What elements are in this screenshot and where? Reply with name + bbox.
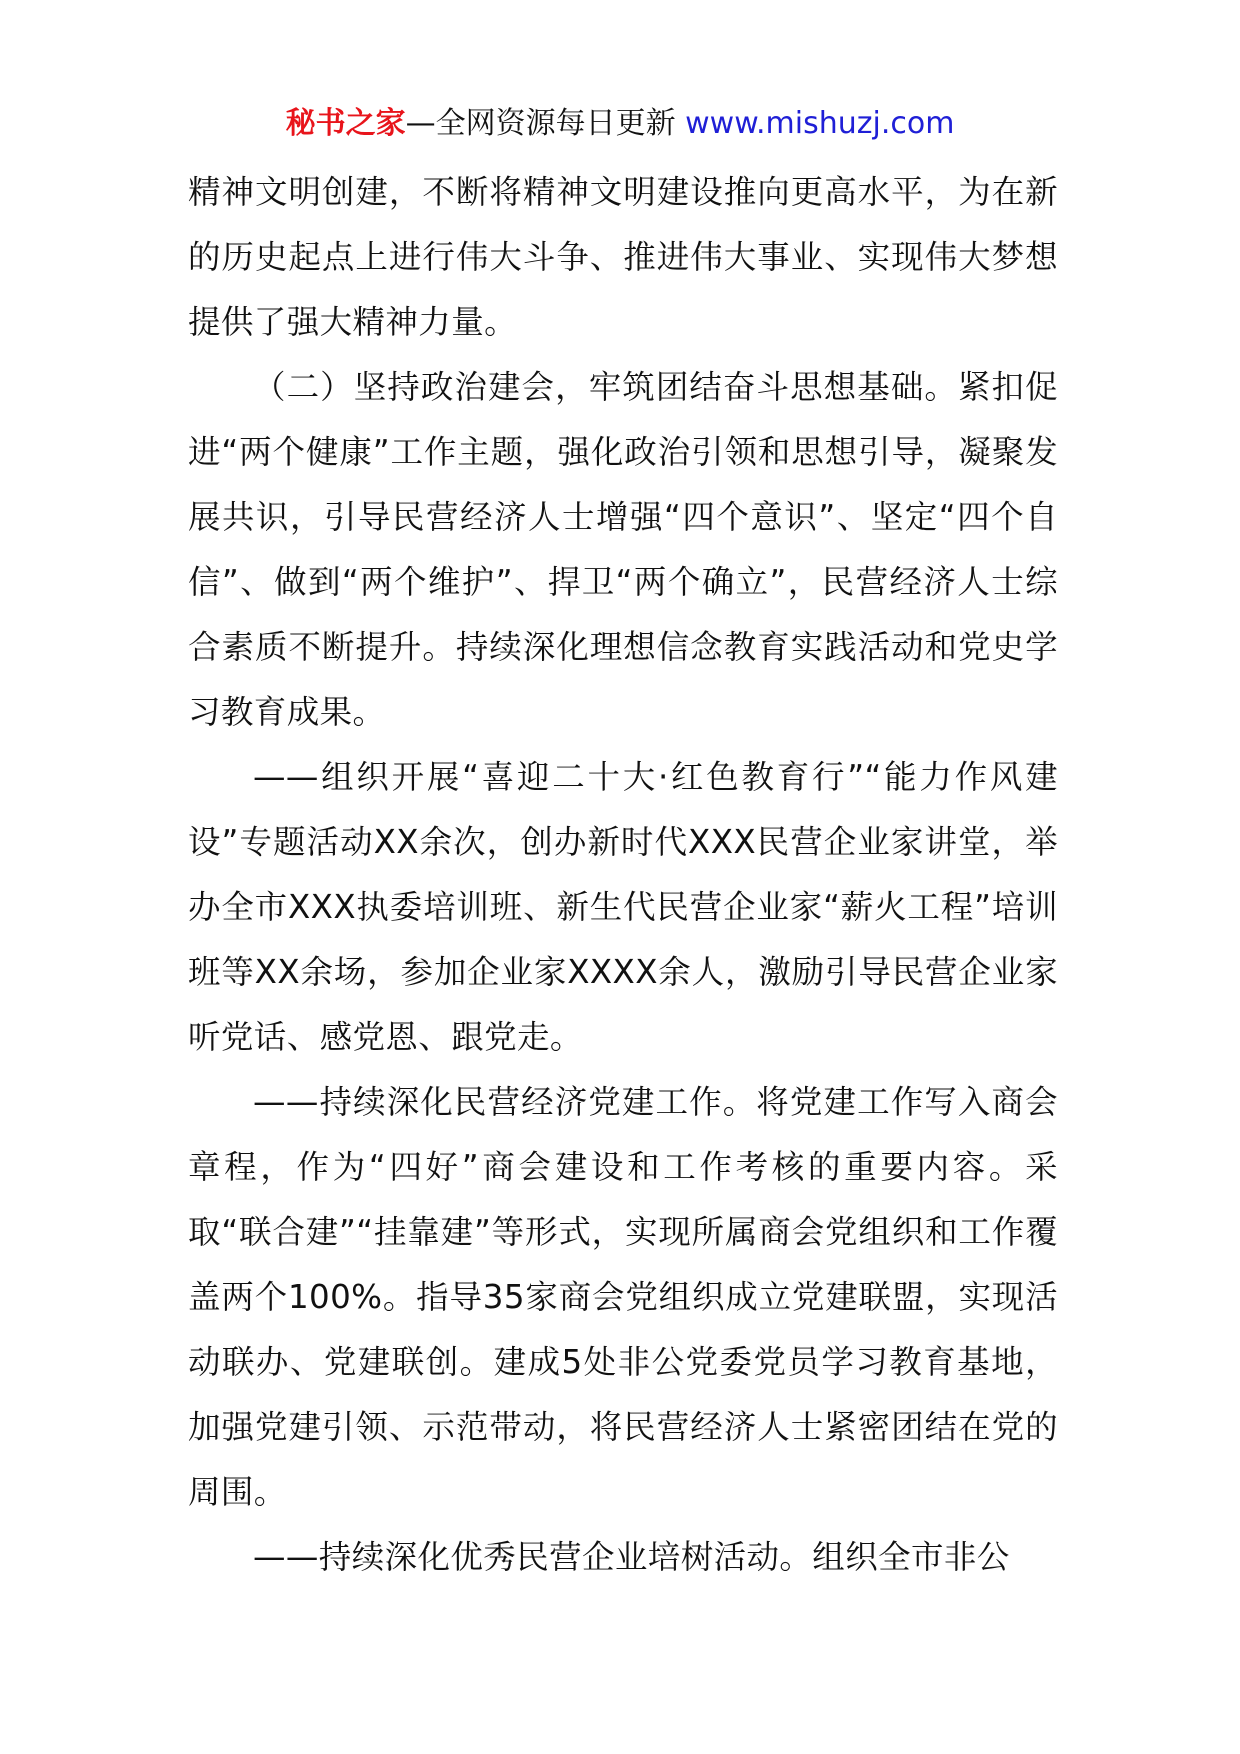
site-header (0, 102, 1240, 146)
brand-name: 秘书之家 (285, 106, 406, 141)
document-body (188, 160, 1058, 1590)
paragraph-continuation: 精神文明创建，不断将精神文明建设推向更高水平，为在新的历史起点上进行伟大斗争、推进伟大事业、实现伟大梦想提供了强大精神力量。 (188, 173, 1058, 341)
paragraph-enterprise-cultivation: ——持续深化优秀民营企业培树活动。组织全市非公 (253, 1538, 1010, 1576)
site-url-link[interactable]: www.mishuzj.com (685, 106, 955, 141)
header-tagline: —全网资源每日更新 (405, 106, 676, 141)
paragraph-section-two: （二）坚持政治建会，牢筑团结奋斗思想基础。紧扣促进“两个健康”工作主题，强化政治引领和思想引导，凝聚发展共识，引导民营经济人士增强“四个意识”、坚定“四个自信”、做到“两个维护”、捍卫“两个确立”，民营经济人士综合素质不断提升。持续深化理想信念教育实践活动和党史学习教育成果。 (188, 368, 1058, 731)
paragraph-activities: ——组织开展“喜迎二十大·红色教育行”“能力作风建设”专题活动XX余次，创办新时代XXX民营企业家讲堂，举办全市XXX执委培训班、新生代民营企业家“薪火工程”培训班等XX余场，参加企业家XXXX余人，激励引导民营企业家听党话、感党恩、跟党走。 (188, 758, 1058, 1056)
paragraph-party-building: ——持续深化民营经济党建工作。将党建工作写入商会章程，作为“四好”商会建设和工作考核的重要内容。采取“联合建”“挂靠建”等形式，实现所属商会党组织和工作覆盖两个100%。指导35家商会党组织成立党建联盟，实现活动联办、党建联创。建成5处非公党委党员学习教育基地，加强党建引领、示范带动，将民营经济人士紧密团结在党的周围。 (188, 1083, 1058, 1511)
